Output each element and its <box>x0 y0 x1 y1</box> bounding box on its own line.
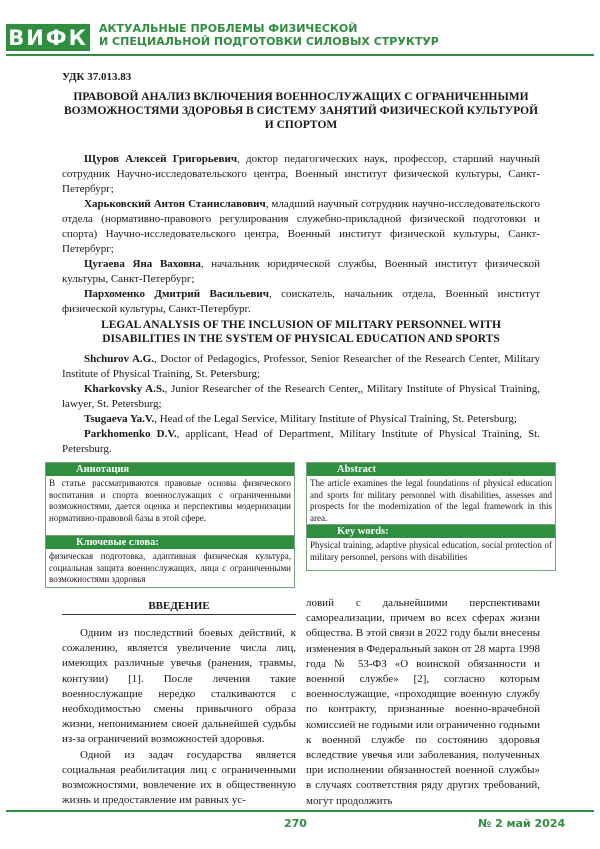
annotation-text: В статье рассматриваются правовые основы физического воспитания и спорта военнослужащих с ограниченными возможностями, дается оценка и перспективы модернизации нормативно-правовой базы в этой сфере. <box>49 478 291 523</box>
body-paragraph: ловий с дальнейшими перспективами самореализации, причем во всех сферах жизни общества. В этой связи в 2022 году были внесены изменения в Федеральный закон от 28 марта 1998 года № 53-ФЗ «О воинской обязанности и военной службе» [2], согласно которым военнослужащие, «проходящие военную службу по контракту, признанные военно-врачебной комиссией не годными или ограниченно годными к военной службе по состоянию здоровья вследствие увечья или заболевания, полученных при исполнении обязанностей военной службы» в случаях соответствия ряду других требований, могут продолжить <box>306 597 540 807</box>
journal-title <box>99 22 569 48</box>
author-info: , доктор педагогических наук, профессор, старший научный сотрудник Научно-исследовательского центра, Военный институт физической культуры, Санкт-Петербург; <box>62 153 540 195</box>
authors-ru <box>62 152 540 317</box>
author-ru-2 <box>62 197 540 257</box>
annotation-heading: Аннотация <box>46 463 294 476</box>
keywords-en-heading: Key words: <box>307 525 555 538</box>
author-info: , младший научный сотрудник научно-исследовательского отдела (нормативно-правового регулирования служебно-прикладной физической подготовки и спорта) Научно-исследовательского центра, Военный институт физической культуры, Санкт-Петербург; <box>62 198 540 255</box>
author-info: , начальник юридической службы, Военный институт физической культуры, Санкт-Петербург; <box>62 258 540 285</box>
page-number: 270 <box>284 817 307 830</box>
author-name: Цугаева Яна Ваховна <box>84 258 201 270</box>
keywords-en-text: Physical training, adaptive physical education, social protection of military personnel, persons with disabilities <box>310 540 552 562</box>
keywords-ru-text: физическая подготовка, адаптивная физическая культура, социальная защита военнослужащих, лица с ограниченными возможностями здоровья <box>49 551 291 584</box>
author-ru-4 <box>62 287 540 317</box>
section-heading: ВВЕДЕНИЕ <box>148 600 210 612</box>
author-ru-1 <box>62 152 540 197</box>
udk-code: УДК 37.013.83 <box>62 71 132 83</box>
article-title-en: LEGAL ANALYSIS OF THE INCLUSION OF MILITARY PERSONNEL WITH DISABILITIES IN THE SYSTEM OF PHYSICAL EDUCATION AND SPORTS <box>101 319 501 345</box>
journal-title-line2: И СПЕЦИАЛЬНОЙ ПОДГОТОВКИ СИЛОВЫХ СТРУКТУР <box>99 35 439 48</box>
author-en-3 <box>62 412 540 427</box>
keywords-ru-box <box>45 535 295 588</box>
journal-title-line1: АКТУАЛЬНЫЕ ПРОБЛЕМЫ ФИЗИЧЕСКОЙ <box>99 22 358 35</box>
issue-label: № 2 май 2024 <box>478 817 566 830</box>
author-info: , Doctor of Pedagogics, Professor, Senior Researcher of the Research Center, Military Institute of Physical Training, St. Petersburg; <box>62 353 540 380</box>
journal-logo: ВИФК <box>6 24 90 51</box>
author-en-2 <box>62 382 540 412</box>
author-name: Tsugaeva Ya.V. <box>84 413 155 425</box>
body-paragraph: Одним из последствий боевых действий, к сожалению, является увеличение числа лиц, имеющих различные увечья (ранения, травмы, контузии) [1]. После лечения такие военнослужащие нередко сталкиваются с необходимостью смены привычного образа жизни, непониманием своей дальнейшей судьбы из-за ограничений возможностей здоровья. <box>62 627 296 746</box>
footer-rule <box>6 810 594 812</box>
keywords-ru-heading: Ключевые слова: <box>46 536 294 549</box>
section-rule <box>62 614 296 615</box>
abstract-text: The article examines the legal foundations of physical education and sports for military personnel with disabilities, assesses and prospects for the modernization of the legal framework in this area. <box>310 478 552 523</box>
author-name: Пархоменко Дмитрий Васильевич <box>84 288 269 300</box>
author-name: Kharkovsky A.S. <box>84 383 165 395</box>
authors-en <box>62 352 540 457</box>
keywords-en-box <box>306 524 556 571</box>
body-paragraph: Одной из задач государства является социальная реабилитация лиц с ограниченными возможностями, вовлечение их в общественную жизнь и предоставление им равных ус- <box>62 748 296 807</box>
right-column <box>306 596 540 809</box>
author-en-1 <box>62 352 540 382</box>
annotation-box <box>45 462 295 544</box>
article-title-ru: ПРАВОВОЙ АНАЛИЗ ВКЛЮЧЕНИЯ ВОЕННОСЛУЖАЩИХ С ОГРАНИЧЕННЫМИ ВОЗМОЖНОСТЯМИ ЗДОРОВЬЯ В СИСТЕМУ ЗАНЯТИЙ ФИЗИЧЕСКОЙ КУЛЬТУРОЙ И СПОРТОМ <box>63 91 539 131</box>
author-name: Щуров Алексей Григорьевич <box>84 153 238 165</box>
left-column <box>62 626 296 808</box>
header-rule <box>6 54 594 56</box>
author-info: , Junior Researcher of the Research Center,, Military Institute of Physical Training, lawyer, St. Petersburg; <box>62 383 541 410</box>
abstract-box <box>306 462 556 526</box>
author-ru-3 <box>62 257 540 287</box>
author-name: Харьковский Антон Станиславович <box>84 198 266 210</box>
abstract-heading: Abstract <box>307 463 555 476</box>
author-info: , соискатель, начальник отдела, Военный институт физической культуры, Санкт-Петербург. <box>62 288 540 315</box>
author-name: Parkhomenko D.V. <box>84 428 177 440</box>
author-info: , applicant, Head of Department, Military Institute of Physical Training, St. Petersburg. <box>62 428 540 455</box>
author-info: , Head of the Legal Service, Military Institute of Physical Training, St. Petersburg; <box>154 413 517 425</box>
author-en-4 <box>62 427 540 457</box>
author-name: Shchurov A.G. <box>84 353 154 365</box>
